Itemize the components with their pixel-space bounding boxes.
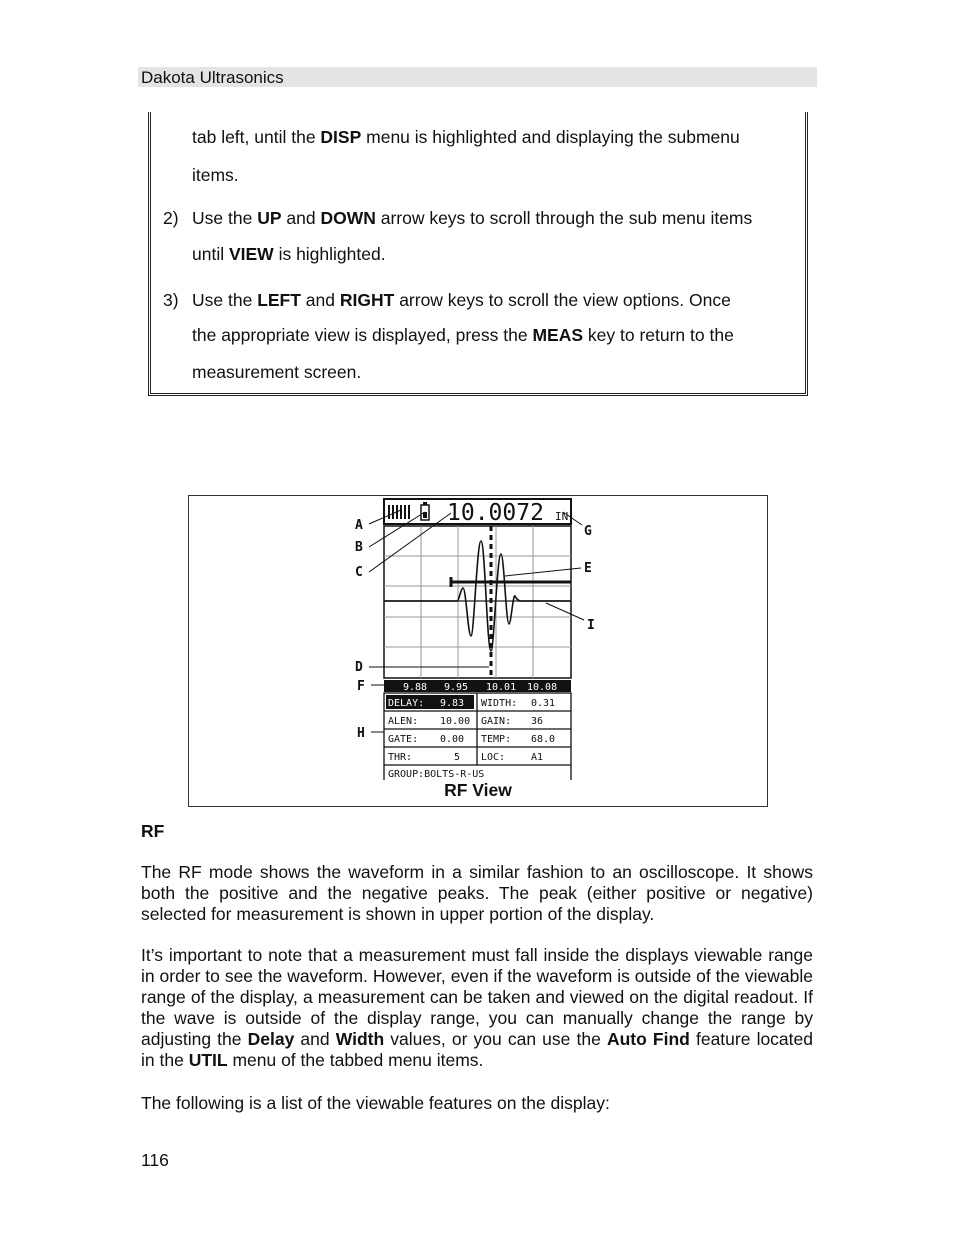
temp-value: 68.0 [531, 734, 556, 745]
temp-label: TEMP: [481, 734, 512, 745]
loc-label: LOC: [481, 752, 506, 763]
callout-letter: E [584, 561, 592, 576]
callout-letter: I [587, 618, 595, 633]
gain-value: 36 [531, 716, 544, 727]
scale-tick-label: 10.08 [527, 682, 558, 693]
step3-line2: the appropriate view is displayed, press the MEAS key to return to the [192, 325, 734, 345]
header-title: Dakota Ultrasonics [141, 68, 284, 87]
step2-line2: until VIEW is highlighted. [192, 244, 386, 264]
delay-label: DELAY: [388, 698, 425, 709]
callout-letter: F [357, 679, 365, 694]
thr-value: 5 [454, 752, 461, 763]
scale-tick-label: 9.88 [403, 682, 428, 693]
rf-view-figure [188, 495, 768, 807]
step3-line1: Use the LEFT and RIGHT arrow keys to scroll the view options. Once [192, 290, 731, 310]
unit-label: IN [555, 510, 569, 523]
width-value: 0.31 [531, 698, 556, 709]
callout-letter: H [357, 726, 365, 741]
step3-line3: measurement screen. [192, 362, 362, 382]
instruction-box [148, 112, 808, 396]
delay-value: 9.83 [440, 698, 465, 709]
gate-value: 0.00 [440, 734, 465, 745]
alen-label: ALEN: [388, 716, 419, 727]
step2-number: 2) [163, 208, 179, 228]
gate-label: GATE: [388, 734, 419, 745]
alen-value: 10.00 [440, 716, 471, 727]
callout-letter: C [355, 565, 363, 580]
scale-tick-label: 10.01 [486, 682, 517, 693]
section-heading: RF [141, 821, 165, 841]
page-number: 116 [141, 1150, 169, 1170]
step1-continued-line1: tab left, until the DISP menu is highlighted and displaying the submenu [192, 127, 740, 147]
step1-continued-line2: items. [192, 165, 239, 185]
paragraph-feature-list-intro: The following is a list of the viewable features on the display: [141, 1093, 610, 1113]
figure-caption: RF View [444, 780, 512, 800]
paragraph-rf-description: The RF mode shows the waveform in a similar fashion to an oscilloscope. It shows both the positive and the negative peaks. The peak (either positive or negative) selected for measurement is shown in upper portion of the display. [141, 862, 813, 924]
battery-icon [421, 502, 429, 520]
thickness-readout: 10.0072 [447, 500, 544, 526]
waveform-display [384, 526, 571, 678]
callout-letter: A [355, 518, 363, 533]
display-grid [384, 526, 571, 678]
rf-waveform [384, 541, 571, 651]
thr-label: THR: [388, 752, 413, 763]
callout-letter: G [584, 524, 592, 539]
page-header [138, 67, 817, 87]
gain-label: GAIN: [481, 716, 512, 727]
loc-value: A1 [531, 752, 544, 763]
callout-letter: B [355, 540, 363, 555]
paragraph-viewable-range: It’s important to note that a measurement must fall inside the displays viewable range in order to see the waveform. However, even if the waveform is outside of the viewable range of the display, a measurement can be taken and viewed on the digital readout. If the wave is outside of the display range, you can manually change the range by adjusting the Delay and Width values, or you can use the Auto Find feature located in the UTIL menu of the tabbed menu items. [141, 945, 813, 1070]
step2-line1: Use the UP and DOWN arrow keys to scroll through the sub menu items [192, 208, 753, 228]
callout-letter: D [355, 660, 363, 675]
width-label: WIDTH: [481, 698, 518, 709]
group-label: GROUP:BOLTS-R-US [388, 769, 485, 780]
signal-bars-icon [388, 505, 410, 519]
step3-number: 3) [163, 290, 179, 310]
scale-tick-label: 9.95 [444, 682, 469, 693]
gauge-screen-illustration [189, 496, 767, 780]
